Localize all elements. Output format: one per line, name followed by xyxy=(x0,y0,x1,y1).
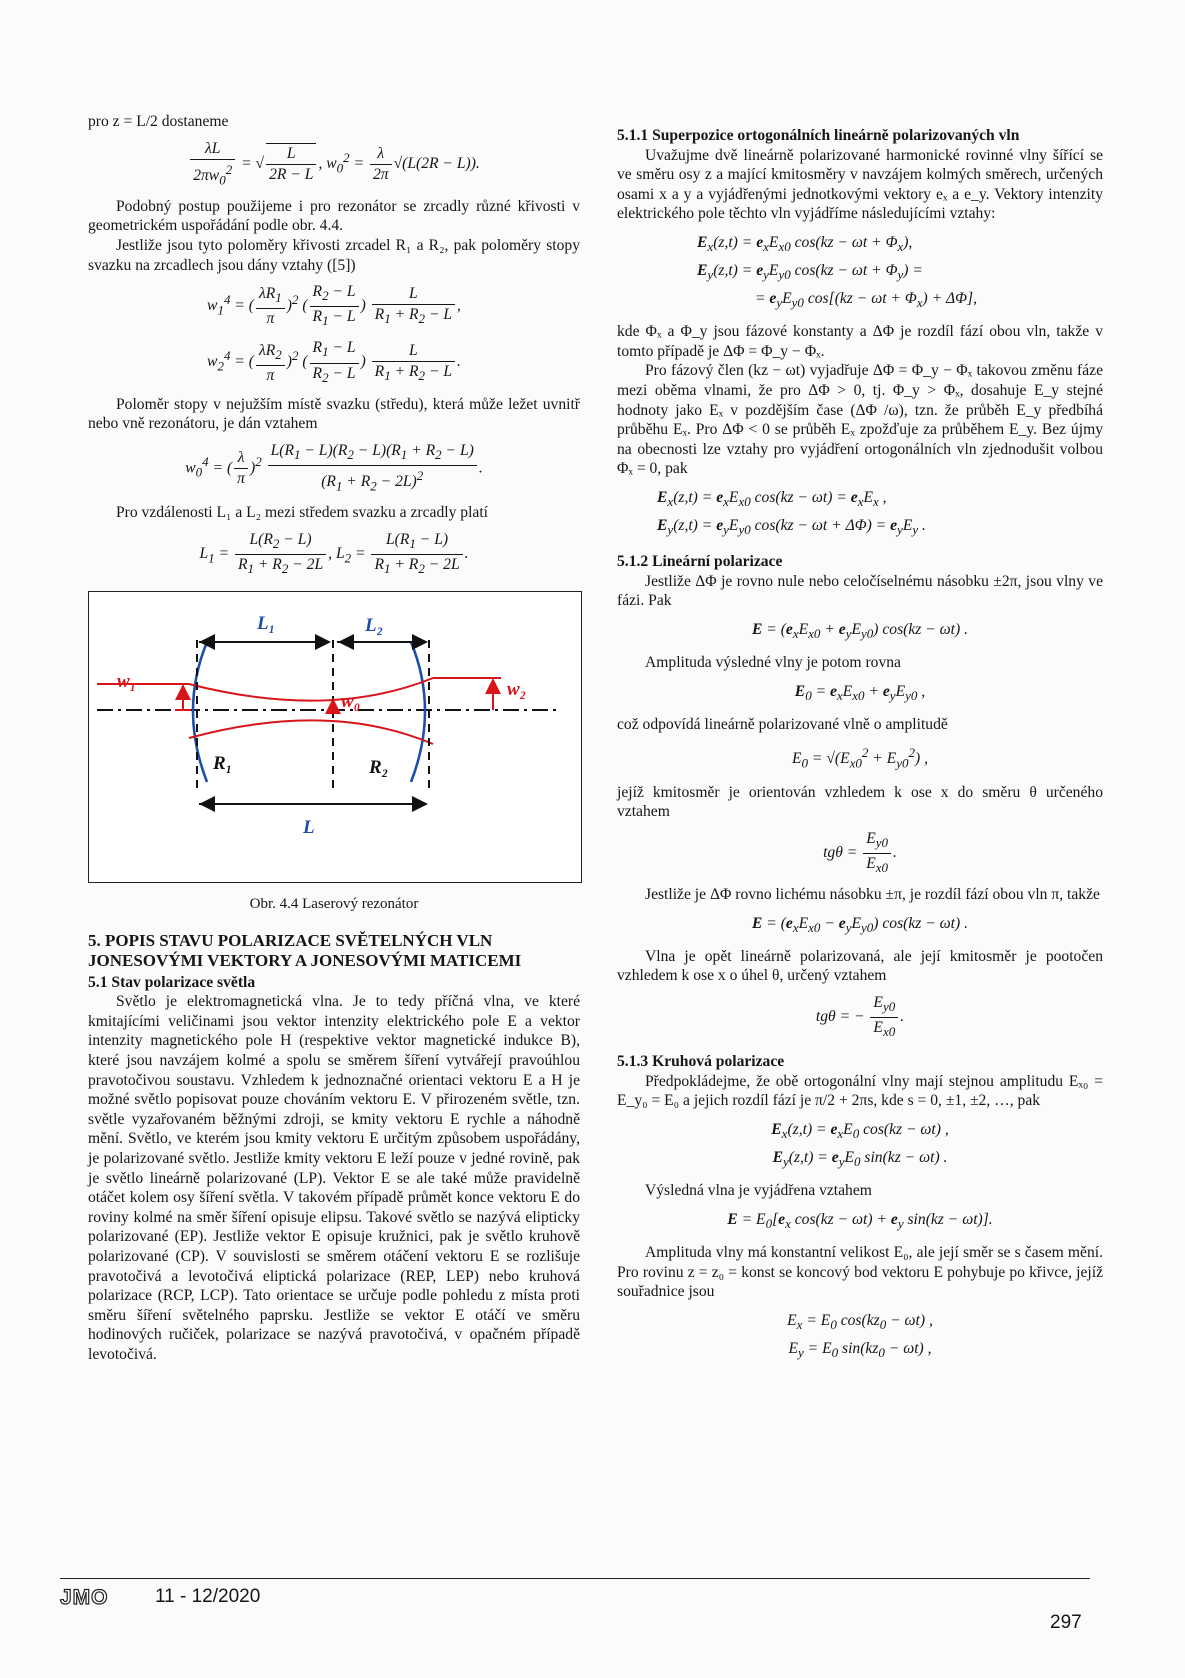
equation-E0-magnitude: $E_0 = √(E_{x0}^2 + E_{y0}^2)$ , xyxy=(791,745,929,771)
equation-waist-mid: $\frac{\lambda L}{2\pi w_0^2}$ = √ $\frac{L}{2R - L}$ , $w_0^2$ = $\frac{\lambda}{2\pi}$ √(L(2R − L)). xyxy=(88,139,580,190)
equation-circular-result: $E = E_0[e_x$ $\cos(kz - \omega t) + e_y$ sin(kz − ωt)]. xyxy=(727,1210,993,1231)
paragraph-profazovy: Pro fázový člen (kz − ωt) vyjadřuje ΔΦ = Φ_y − Φₓ takovou změnu fáze mezi oběma vlnami, že pro ΔΦ > 0, tj. Φ_y > Φₓ, dosahuje E_y stejné hodnoty jako Eₓ v pozdějším čase (ΔΦ /ω), tzn. že průběh E_y předbíhá průběhu Eₓ. Pro ΔΦ < 0 se průběh Eₓ zpožďuje za průběhem E_y. Bez újmy na obecnosti lze vztahy pro vyjádření ortogonálních vln zjednodušit volbou Φₓ = 0, pak xyxy=(617,362,1103,478)
label-w1: w₁ xyxy=(117,671,137,693)
figure-laser-resonator xyxy=(88,591,582,883)
equation-w2: $w_2^4$ = ( $\frac{\lambda R_2}{\pi}$ )$^2$ ( $\frac{R_1 - L}{R_2 - L}$ ) $\frac{L}{R_1 + R_2 - L}$ . xyxy=(207,339,461,385)
label-R2: R₂ xyxy=(369,757,389,779)
label-L: L xyxy=(303,817,315,839)
equation-E0-vector: $E_0 = e_xE_{x0} + e_yE_{y0}$ , xyxy=(794,682,926,703)
issue-number: 11 - 12/2020 xyxy=(155,1586,261,1607)
paragraph-predpokladejme: Předpokládejme, že obě ortogonální vlny mají stejnou amplitudu Eₓ₀ = E_y₀ = E₀ a jejich rozdíl fází je π/2 + 2πs, kde s = 0, ±1, ±2, …, pak xyxy=(617,1072,1103,1110)
equation-tg-theta-minus: tgθ = − $\frac{E_{y0}}{E_{x0}}$ . xyxy=(815,994,905,1040)
label-L1: L₁ xyxy=(257,613,276,635)
resonator-diagram xyxy=(89,592,581,882)
paragraph-kde: kde Φₓ a Φ_y jsou fázové konstanty a ΔΦ je rozdíl fází obou vln, takže v tomto případě je ΔΦ = Φ_y − Φₓ. xyxy=(617,323,1103,360)
paragraph-podobny: Podobný postup použijeme i pro rezonátor se zrcadly různé křivosti v geometrickém uspořádání podle obr. 4.4. xyxy=(88,197,580,235)
label-w0: w₀ xyxy=(341,691,361,713)
section-5-1-2-heading: 5.1.2 Lineární polarizace xyxy=(617,553,783,571)
equation-Ex-Ey: $E_x(z,t) = e_xE_{x0}$ $\cos(kz - \omega t + \Phi_x)$, $E_y(z,t) = e_yE_{y0}$ $\cos(kz - \omega t + \Phi_y)$ = = $e_yE_{y0}$ $\cos[(kz - \omega t + \Phi_x) + \Delta\Phi]$, xyxy=(697,233,978,311)
right-column xyxy=(617,112,1103,1372)
paragraph-vysledna: Výsledná vlna je vyjádřena vztahem xyxy=(645,1182,872,1200)
paragraph-coz: což odpovídá lineárně polarizované vlně o amplitudě xyxy=(617,715,948,733)
equation-circular: $E_x(z,t) = e_xE_0$ cos(kz − ωt) , $E_y(z,t) = e_yE_0$ sin(kz − ωt) . xyxy=(771,1121,949,1170)
paragraph-jejiz: jejíž kmitosměr je orientován vzhledem k ose x do směru θ určeného vztahem xyxy=(617,783,1103,821)
page-number: 297 xyxy=(1050,1612,1082,1633)
equation-E-linear-minus: $E = (e_xE_{x0} - e_yE_{y0}) \cos(kz - \omega t)$ . xyxy=(752,914,968,935)
paragraph-uvazujme: Uvažujme dvě lineárně polarizované harmonické rovinné vlny šířící se ve směru osy z a mající kmitosměry v navzájem kolmých směrech, určených osami x a y a vyjádřenými jednotkovými vektory eₓ a e_y. Vektory intenzity elektrického pole těchto vln vyjádříme následujícími vztahy: xyxy=(617,146,1103,223)
label-R1: R₁ xyxy=(213,753,233,775)
mirror-left xyxy=(193,642,207,782)
label-L2: L₂ xyxy=(365,615,384,637)
equation-E-linear: $E = (e_xE_{x0} + e_yE_{y0}) \cos(kz - \omega t)$ . xyxy=(752,621,968,642)
beam-upper xyxy=(189,678,433,701)
paragraph-polomer: Poloměr stopy v nejužším místě svazku (středu), která může ležet uvnitř nebo vně rezonátoru, je dán vztahem xyxy=(88,395,580,433)
section-5-1-3-heading: 5.1.3 Kruhová polarizace xyxy=(617,1053,785,1071)
equation-w0: $w_0^4$ = ( $\frac{\lambda}{\pi}$ )$^2$ $\frac{L(R_1 - L)(R_2 - L)(R_1 + R_2 - L)}{(R_1 + R_2 - 2L)^2}$ . xyxy=(185,441,483,494)
paragraph-svetlo: Světlo je elektromagnetická vlna. Je to tedy příčná vlna, ve které kmitajícími veličinami jsou vektor intenzity elektrického pole E a vektor intenzity magnetického pole H (respektive vektor magnetické indukce B), které jsou navzájem kolmé a spolu se směrem šíření vytvářejí pravoúhlou pravotočivou soustavu. Vzhledem k jednoznačné orientaci vektoru E a H je možné světlo popisovat pouze chováním vektoru E. V přirozeném světle, tzn. světle vyzařovaném běžnými zdroji, se kmity vektoru E rychle a náhodně mění. Světlo, ve kterém jsou kmity vektoru E určitým způsobem uspořádány, je polarizované světlo. Jestliže kmity vektoru E leží pouze v jedné rovině, pak je světlo lineárně polarizované (LP). Vektor E se ale také může pravidelně otáčet kolem osy šíření světla. V takovém případě průmět konce vektoru E do roviny kolmé na směr šíření opisuje elipsu. Takové světlo se nazývá elipticky polarizované (EP). Jestliže vektor E opisuje kružnici, pak je světlo kruhově polarizované (CP). V souvislosti se směrem otáčení vektoru E se rozlišuje pravotočivá a levotočivá eliptická polarizace (REP, LEP) nebo kruhová polarizace (RCP, LCP). Tato orientace se určuje podle pohledu z místa proti směru šíření světelného paprsku. Jestliže se vektor E otáčí ve směru hodinových ručiček, polarizace se nazývá pravotočivá, v opačném případě levotočivá. xyxy=(88,993,580,1363)
mirror-right xyxy=(411,642,425,782)
paragraph-vzdalenosti: Pro vzdálenosti L₁ a L₂ mezi středem svazku a zrcadly platí xyxy=(116,504,488,522)
paragraph-jestlize-lp: Jestliže ΔΦ je rovno nule nebo celočíselnému násobku ±2π, jsou vlny ve fázi. Pak xyxy=(617,572,1103,610)
equation-L1-L2: $L_1$ = $\frac{L(R_2 - L)}{R_1 + R_2 - 2L}$ , $L_2$ = $\frac{L(R_1 - L)}{R_1 + R_2 - 2L}$ . xyxy=(199,530,469,577)
section-5-heading: 5. POPIS STAVU POLARIZACE SVĚTELNÝCH VLN JONESOVÝMI VEKTORY A JONESOVÝMI MATICEMI xyxy=(88,930,522,970)
paragraph-jestlize: Jestliže jsou tyto poloměry křivosti zrcadel R₁ a R₂, pak poloměry stopy svazku na zrcadlech jsou dány vztahy ([5]) xyxy=(88,237,580,274)
equation-w1: $w_1^4$ = ( $\frac{\lambda R_1}{\pi}$ )$^2$ ( $\frac{R_2 - L}{R_1 - L}$ ) $\frac{L}{R_1 + R_2 - L}$ , xyxy=(207,283,461,329)
figure-caption: Obr. 4.4 Laserový rezonátor xyxy=(249,896,419,913)
paragraph-lichemu: Jestliže je ΔΦ rovno lichému násobku ±π, je rozdíl fází obou vln π, takže xyxy=(645,886,1100,904)
left-column xyxy=(88,112,580,1365)
footer-rule xyxy=(60,1578,1090,1579)
paragraph-intro: pro z = L/2 dostaneme xyxy=(88,113,229,130)
equation-endpoint: $E_x = E_0$ $\cos(kz_0 - \omega t)$ , $E_y = E_0$ $\sin(kz_0 - \omega t)$ , xyxy=(787,1311,933,1360)
journal-logo: JMO xyxy=(60,1586,109,1609)
section-5-1-1-heading: 5.1.1 Superpozice ortogonálních lineárně polarizovaných vln xyxy=(617,127,1020,144)
paragraph-amplituda-vlny: Amplituda vlny má konstantní velikost E₀, ale její směr se s časem mění. Pro rovinu z = z₀ = konst se koncový bod vektoru E pohybuje po křivce, jejíž souřadnice jsou xyxy=(617,1243,1103,1301)
paragraph-amplituda: Amplituda výsledné vlny je potom rovna xyxy=(645,654,901,672)
label-w2: w₂ xyxy=(507,679,527,701)
section-5-1-heading: 5.1 Stav polarizace světla xyxy=(88,973,256,991)
beam-lower xyxy=(189,720,433,744)
page-footer xyxy=(60,1578,1110,1648)
paragraph-opet: Vlna je opět lineárně polarizovaná, ale její kmitosměr je pootočen vzhledem k ose x o úhel θ, určený vztahem xyxy=(617,947,1103,985)
equation-simplified: $E_x(z,t) = e_xE_{x0}$ $\cos(kz - \omega t) = e_xE_x$ , $E_y(z,t) = e_yE_{y0}$ $\cos(kz - \omega t + \Delta\Phi) = e_yE_y$ . xyxy=(657,489,926,538)
equation-tg-theta: tgθ = $\frac{E_{y0}}{E_{x0}}$ . xyxy=(823,829,897,876)
